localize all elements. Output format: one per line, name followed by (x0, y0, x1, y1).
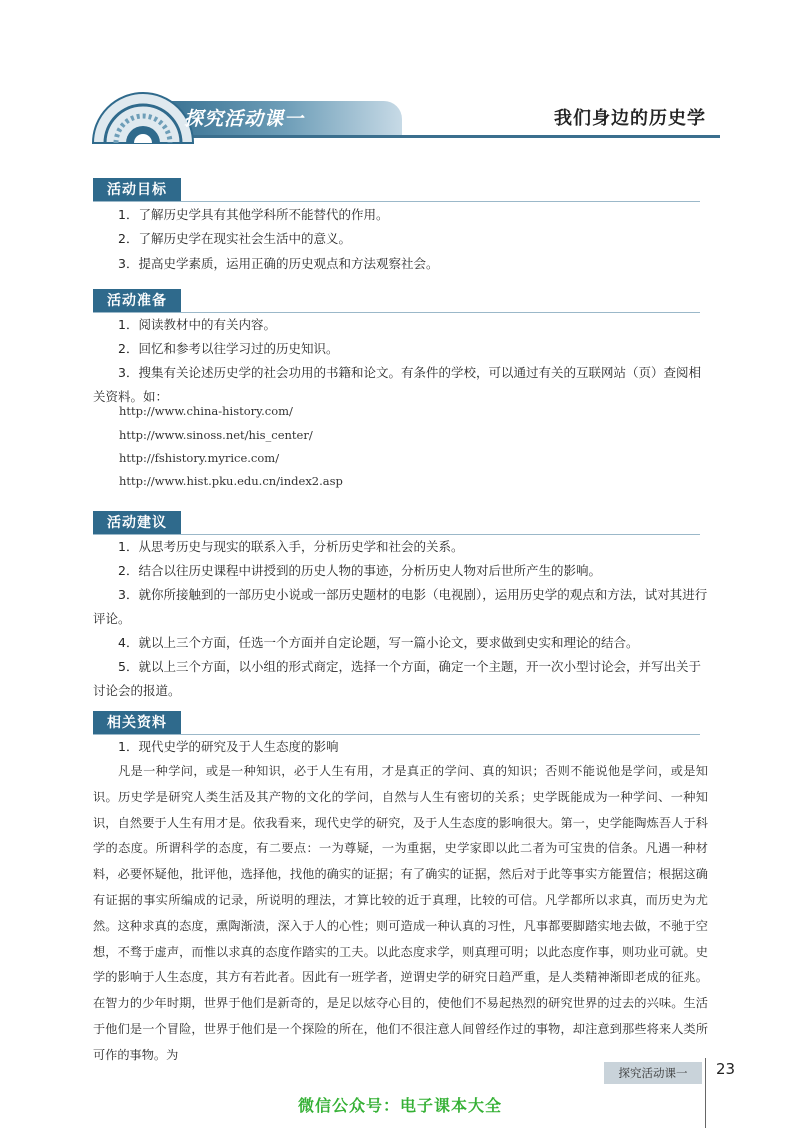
page-title: 我们身边的历史学 (554, 108, 706, 129)
prep-item: 2．回忆和参考以往学习过的历史知识。 (118, 341, 339, 356)
suggestion-item: 5．就以上三个方面，以小组的形式商定，选择一个方面，确定一个主题，开一次小型讨论会，并写出关于讨论会的报道。 (93, 659, 701, 698)
reference-link[interactable]: http://www.china-history.com/ (119, 404, 293, 418)
goal-item: 3．提高史学素质，运用正确的历史观点和方法观察社会。 (118, 256, 439, 271)
section-heading-preparation: 活动准备 (93, 289, 181, 313)
prep-item: 3．搜集有关论述历史学的社会功用的书籍和论文。有条件的学校，可以通过有关的互联网站（页）查阅相关资料。如： (93, 365, 701, 404)
banner-underline (144, 135, 720, 138)
suggestion-item: 4．就以上三个方面，任选一个方面并自定论题，写一篇小论文，要求做到史实和理论的结合。 (118, 635, 639, 650)
section-rule (93, 734, 700, 735)
reference-quote: 凡是一种学问，或是一种知识，必于人生有用，才是真正的学问、真的知识；否则不能说他是学问，或是知识。历史学是研究人类生活及其产物的文化的学问，自然与人生有密切的关系；史学既能成为一种学问、一种知识，自然要于人生有用才是。依我看来，现代史学的研究，及于人生态度的影响很大。第一，史学能陶炼吾人于科学的态度。所谓科学的态度，有二要点：一为尊疑，一为重据，史学家即以此二者为可宝贵的信条。凡遇一种材料，必要怀疑他，批评他，选择他，找他的确实的证据；有了确实的证据，然后对于此等事实方能置信；根据这确有证据的事实所编成的记录，所说明的理法，才算比较的近于真理，比较的可信。凡学都所以求真，而历史为尤然。这种求真的态度，熏陶渐渍，深入于人的心性；则可造成一种认真的习性，凡事都要脚踏实地去做，不驰于空想，不骛于虚声，而惟以求真的态度作踏实的工夫。以此态度求学，则真理可明；以此态度作事，则功业可就。史学的影响于人生态度，其方有若此者。因此有一班学者，逆谓史学的研究日趋严重，是人类精神渐即老成的征兆。在智力的少年时期，世界于他们是新奇的，是足以炫夺心目的，使他们不易起热烈的研究世界的过去的兴味。生活于他们是一个冒险，世界于他们是一个探险的所在，他们不很注意人间曾经作过的事物，却注意到那些将来人类所可作的事物。为 (93, 764, 708, 1062)
reference-link[interactable]: http://www.hist.pku.edu.cn/index2.asp (119, 474, 343, 488)
chapter-banner (88, 97, 720, 142)
decorative-emblem-icon (88, 85, 198, 145)
suggestion-item: 3．就你所接触到的一部历史小说或一部历史题材的电影（电视剧），运用历史学的观点和方法，试对其进行评论。 (93, 587, 708, 626)
watermark-text: 微信公众号：电子课本大全 (297, 1096, 502, 1115)
reference-link[interactable]: http://www.sinoss.net/his_center/ (119, 428, 313, 442)
reference-item-title: 1．现代史学的研究及于人生态度的影响 (118, 739, 339, 754)
page-number: 23 (716, 1060, 736, 1078)
section-heading-goals: 活动目标 (93, 178, 181, 202)
banner-title: 探究活动课一 (184, 108, 305, 130)
section-heading-suggestions: 活动建议 (93, 511, 181, 535)
prep-item: 1．阅读教材中的有关内容。 (118, 317, 276, 332)
section-rule (93, 201, 700, 202)
section-heading-references: 相关资料 (93, 711, 181, 735)
suggestion-item: 2．结合以往历史课程中讲授到的历史人物的事迹，分析历史人物对后世所产生的影响。 (118, 563, 601, 578)
footer-chapter-tab: 探究活动课一 (604, 1062, 702, 1084)
reference-link[interactable]: http://fshistory.myrice.com/ (119, 451, 280, 465)
suggestion-item: 1．从思考历史与现实的联系入手，分析历史学和社会的关系。 (118, 539, 464, 554)
goal-item: 2．了解历史学在现实社会生活中的意义。 (118, 231, 351, 246)
goal-item: 1．了解历史学具有其他学科所不能替代的作用。 (118, 207, 389, 222)
